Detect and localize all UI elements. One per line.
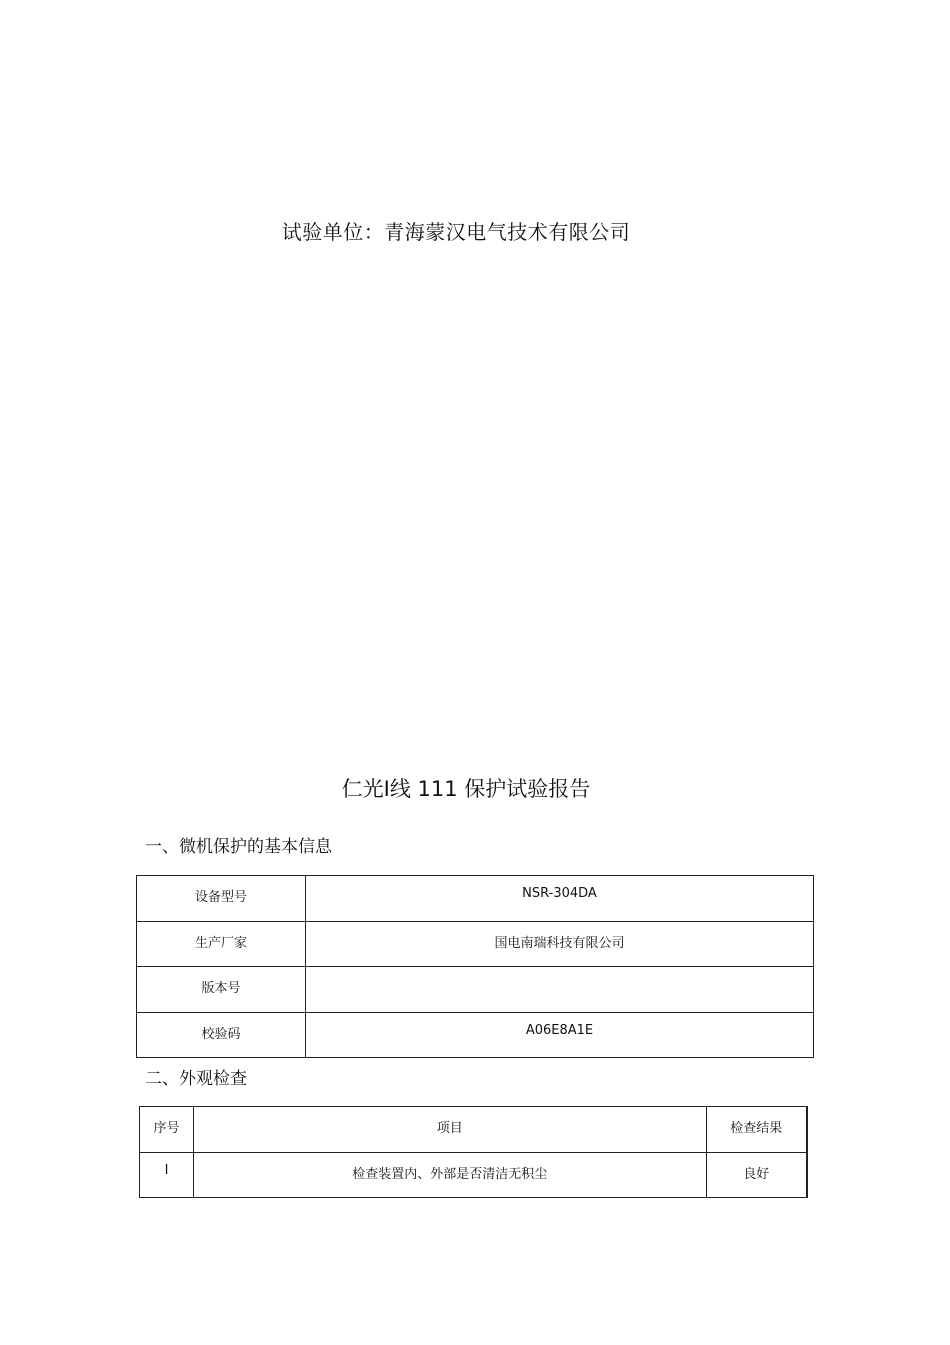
section-heading-basic-info: 一、微机保护的基本信息	[145, 837, 332, 857]
column-header-result: 检查结果	[706, 1107, 807, 1153]
row-item: 检查装置内、外部是否清洁无积尘	[194, 1152, 707, 1198]
section-heading-appearance-check: 二、外观检查	[145, 1069, 247, 1089]
table-row	[137, 876, 814, 922]
table-row	[137, 921, 814, 967]
test-unit-line: 试验单位：青海蒙汉电气技术有限公司	[281, 220, 631, 244]
basic-info-table	[136, 875, 814, 1058]
version-label: 版本号	[137, 967, 306, 1013]
column-header-item: 项目	[194, 1107, 707, 1153]
row-result: 良好	[706, 1152, 807, 1198]
table-header-row	[140, 1107, 808, 1153]
row-no: I	[140, 1152, 194, 1198]
device-model-value: NSR-304DA	[306, 876, 814, 922]
table-row	[137, 967, 814, 1013]
table-row	[137, 1012, 814, 1058]
column-header-no: 序号	[140, 1107, 194, 1153]
device-model-label: 设备型号	[137, 876, 306, 922]
table-row	[140, 1152, 808, 1198]
checksum-value: A06E8A1E	[306, 1012, 814, 1058]
version-value	[306, 967, 814, 1013]
manufacturer-value: 国电南瑞科技有限公司	[306, 921, 814, 967]
appearance-check-table	[139, 1106, 808, 1198]
manufacturer-label: 生产厂家	[137, 921, 306, 967]
checksum-label: 校验码	[137, 1012, 306, 1058]
report-title: 仁光Ⅰ线 111 保护试验报告	[341, 777, 591, 801]
